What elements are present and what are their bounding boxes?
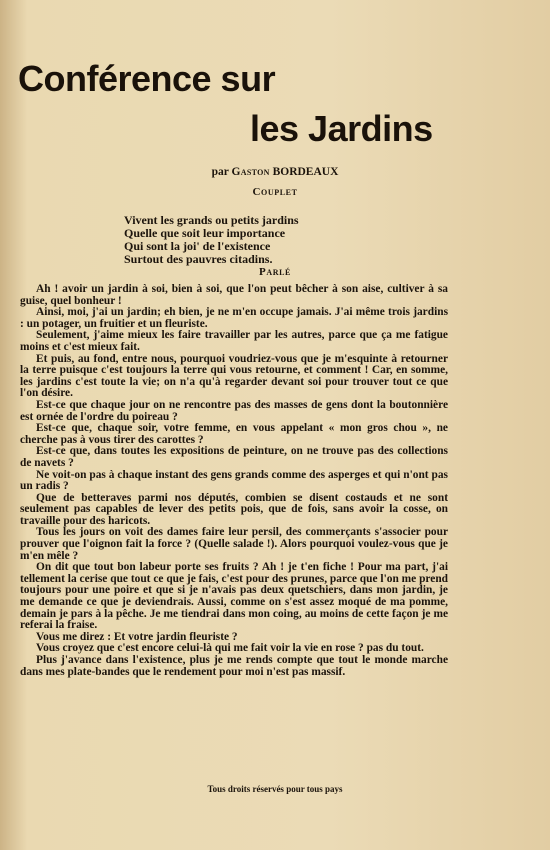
paragraph: Que de betteraves parmi nos députés, combien se disent costauds et ne sont seulement pas capables de lever des petits pois, que de fois, sans avoir la cosse, on travaille pour des haricots.: [20, 491, 448, 527]
paragraph: Ne voit-on pas à chaque instant des gens grands comme des asperges et qui n'ont pas un radis ?: [20, 468, 448, 493]
paragraph: Est-ce que chaque jour on ne rencontre pas des masses de gens dont la boutonnière est ornée de l'ordre du poireau ?: [20, 398, 448, 423]
paragraph: Plus j'avance dans l'existence, plus je me rends compte que tout le monde marche dans mes plate-bandes que le rendement pour moi n'est pas massif.: [20, 654, 448, 678]
parle-heading: Parlé: [259, 266, 291, 278]
couplet-heading: Couplet: [252, 186, 298, 198]
verse-line: Surtout des pauvres citadins.: [124, 252, 273, 266]
paragraph: On dit que tout bon labeur porte ses fruits ? Ah ! je t'en fiche ! Pour ma part, j'ai tellement la cerise que tout ce que je fais, c'est pour des prunes, parce que l'on me prend toujours pour une poire et que si je n'avais pas deux quetschiers, dans mon jardin, je me demande ce que je deviendrais. Aussi, comme on s'est assez moqué de ma pomme, demain je pars à la pêche. Je me tiendrai dans mon coing, au moins de cette façon je me referai la fraise.: [20, 561, 448, 632]
verse-line: Vivent les grands ou petits jardins: [124, 213, 299, 227]
paragraph: Tous les jours on voit des dames faire leur persil, des commerçants s'associer pour prouver que l'oignon fait la force ? (Quelle salade !). Alors pourquoi voulez-vous que je m'en mêle ?: [20, 526, 448, 562]
title-line-2: les Jardins: [250, 108, 433, 149]
couplet-verse: [124, 214, 299, 266]
paragraph: Seulement, j'aime mieux les faire travailler par les autres, parce que ça me fatigue moins et c'est mieux fait.: [20, 329, 448, 353]
paragraph: Vous croyez que c'est encore celui-là qui me fait voir la vie en rose ? pas du tout.: [36, 642, 424, 655]
verse-line: Quelle que soit leur importance: [124, 226, 286, 240]
author-last-name: BORDEAUX: [272, 166, 339, 178]
author-by: par: [211, 166, 229, 178]
parle-text: [20, 284, 448, 678]
paragraph: Vous me direz : Et votre jardin fleuriste ?: [36, 630, 238, 643]
author-line: [0, 166, 550, 178]
verse-line: Qui sont la joi' de l'existence: [124, 239, 271, 253]
paragraph: Ah ! avoir un jardin à soi, bien à soi, que l'on peut bêcher à son aise, cultiver à sa guise, quel bonheur !: [20, 283, 448, 307]
title-line-1: Conférence sur: [18, 58, 276, 99]
copyright-footer: Tous droits réservés pour tous pays: [207, 784, 343, 794]
author-first-name: Gaston: [231, 166, 270, 178]
paragraph: Et puis, au fond, entre nous, pourquoi voudriez-vous que je m'esquinte à retourner la terre puisque c'est toujours la terre qui vous retourne, et comment ! Car, en somme, les jardins c'est toute la vie; on n'a qu'à regarder devant soi pour trouver tout ce que l'on désire.: [20, 352, 448, 400]
paragraph: Est-ce que, dans toutes les expositions de peinture, on ne trouve pas des collections de navets ?: [20, 445, 448, 469]
paragraph: Ainsi, moi, j'ai un jardin; eh bien, je ne m'en occupe jamais. J'ai même trois jardins : un potager, un fruitier et un fleuriste.: [20, 306, 448, 330]
paragraph: Est-ce que, chaque soir, votre femme, en vous appelant « mon gros chou », ne cherche pas à vous tirer des carottes ?: [20, 422, 448, 446]
